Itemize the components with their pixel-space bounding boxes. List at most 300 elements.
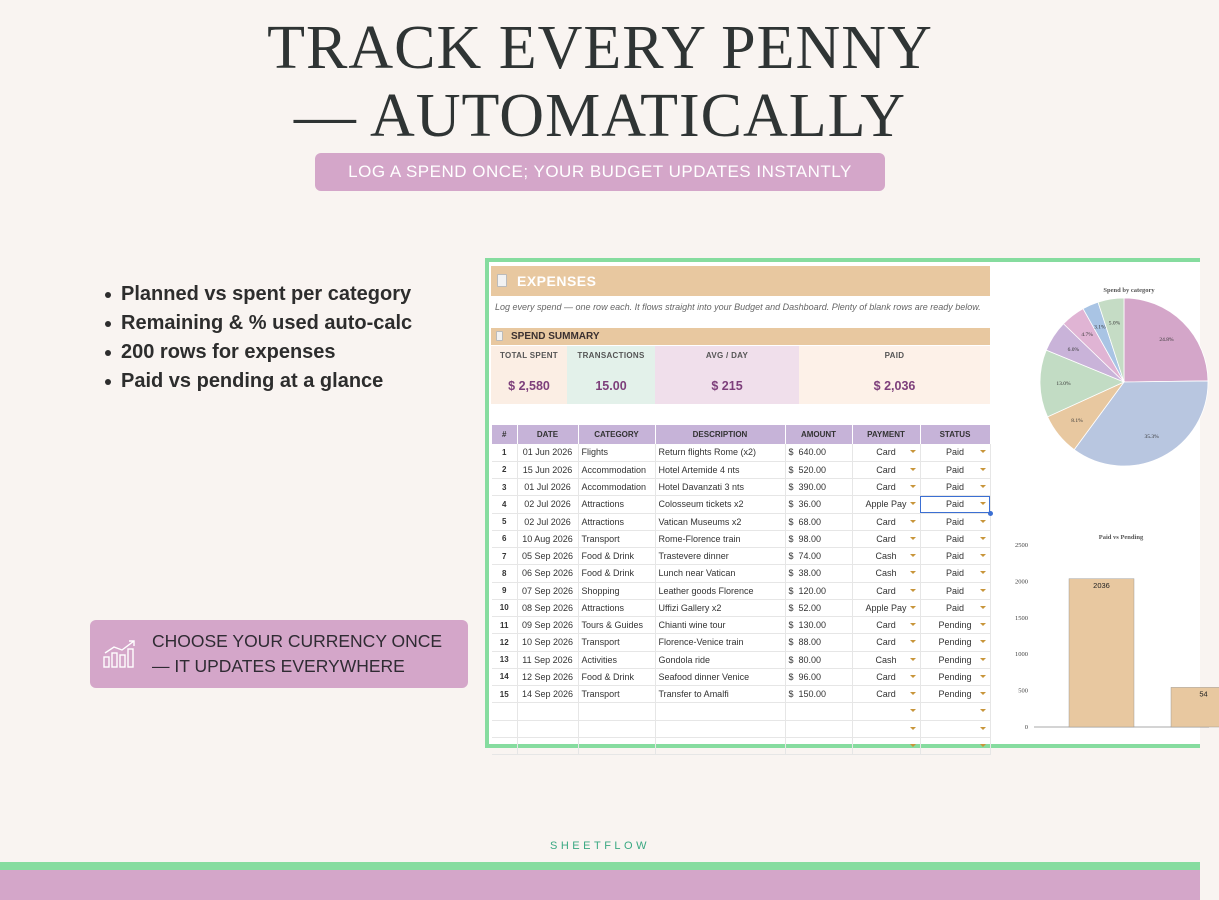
category-cell[interactable] bbox=[578, 686, 655, 703]
status-cell[interactable] bbox=[920, 582, 990, 599]
document-icon bbox=[496, 331, 503, 341]
blank-cell[interactable] bbox=[578, 703, 655, 720]
description-cell[interactable] bbox=[655, 599, 785, 616]
sheet-intro: Log every spend — one row each. It flows straight into your Budget and Dashboard. Plenty of blank rows are ready below. bbox=[495, 302, 981, 312]
blank-cell[interactable] bbox=[655, 703, 785, 720]
category-cell[interactable] bbox=[578, 461, 655, 478]
status-cell[interactable] bbox=[920, 565, 990, 582]
date-cell-text: 06 Sep 2026 bbox=[521, 568, 574, 579]
pie-slice-label: 24.8% bbox=[1159, 336, 1174, 343]
amount-cell[interactable] bbox=[785, 651, 852, 668]
status-cell-text: Paid bbox=[945, 602, 964, 613]
bar-data-label: 54 bbox=[1199, 689, 1208, 699]
dropdown-arrow-icon[interactable] bbox=[980, 606, 986, 609]
table-row[interactable] bbox=[492, 444, 990, 461]
payment-cell[interactable] bbox=[852, 668, 920, 685]
table-body bbox=[492, 444, 990, 755]
amount-value: 520.00 bbox=[798, 464, 827, 475]
dropdown-arrow-icon[interactable] bbox=[980, 675, 986, 678]
blank-cell[interactable] bbox=[492, 720, 517, 737]
amount-cell[interactable] bbox=[785, 617, 852, 634]
date-cell[interactable] bbox=[517, 686, 578, 703]
date-cell[interactable] bbox=[517, 548, 578, 565]
blank-cell[interactable] bbox=[852, 737, 920, 754]
description-cell-text: Leather goods Florence bbox=[658, 585, 754, 596]
pie-slice-label: 8.1% bbox=[1071, 418, 1083, 425]
payment-cell[interactable] bbox=[852, 530, 920, 547]
description-cell[interactable] bbox=[655, 461, 785, 478]
description-cell-text: Uffizi Gallery x2 bbox=[658, 602, 722, 613]
dropdown-arrow-icon[interactable] bbox=[980, 571, 986, 574]
description-cell-text: Hotel Artemide 4 nts bbox=[658, 464, 740, 475]
description-cell[interactable] bbox=[655, 530, 785, 547]
table-row[interactable] bbox=[492, 530, 990, 547]
status-cell[interactable] bbox=[920, 686, 990, 703]
table-row[interactable] bbox=[492, 513, 990, 530]
dropdown-arrow-icon[interactable] bbox=[910, 675, 916, 678]
status-cell-text: Pending bbox=[938, 689, 972, 700]
dropdown-arrow-icon[interactable] bbox=[910, 658, 916, 661]
row-number-text: 12 bbox=[499, 637, 509, 647]
dropdown-arrow-icon[interactable] bbox=[910, 623, 916, 626]
blank-cell[interactable] bbox=[492, 737, 517, 754]
payment-cell[interactable] bbox=[852, 496, 920, 513]
description-cell-text: Vatican Museums x2 bbox=[658, 516, 742, 527]
blank-cell[interactable] bbox=[785, 703, 852, 720]
row-number[interactable] bbox=[492, 686, 517, 703]
dropdown-arrow-icon[interactable] bbox=[910, 450, 916, 453]
date-cell[interactable] bbox=[517, 617, 578, 634]
table-row[interactable] bbox=[492, 461, 990, 478]
currency-symbol: $ bbox=[788, 585, 794, 596]
status-cell-text: Paid bbox=[945, 482, 964, 493]
pie-slice-label: 5.0% bbox=[1108, 320, 1121, 327]
column-header[interactable]: # bbox=[492, 425, 517, 444]
row-number-text: 4 bbox=[502, 499, 507, 509]
currency-symbol: $ bbox=[788, 654, 794, 665]
date-cell[interactable] bbox=[517, 651, 578, 668]
currency-symbol: $ bbox=[788, 568, 794, 579]
dropdown-arrow-icon[interactable] bbox=[910, 537, 916, 540]
row-number[interactable] bbox=[492, 496, 517, 513]
dropdown-arrow-icon[interactable] bbox=[980, 640, 986, 643]
dropdown-arrow-icon[interactable] bbox=[980, 709, 986, 712]
category-cell-text: Attractions bbox=[581, 602, 625, 613]
dropdown-arrow-icon[interactable] bbox=[980, 658, 986, 661]
description-cell-text: Hotel Davanzati 3 nts bbox=[658, 482, 745, 493]
dropdown-arrow-icon[interactable] bbox=[980, 692, 986, 695]
dropdown-arrow-icon[interactable] bbox=[910, 554, 916, 557]
row-number[interactable] bbox=[492, 565, 517, 582]
row-number[interactable] bbox=[492, 479, 517, 496]
amount-cell[interactable] bbox=[785, 548, 852, 565]
category-cell[interactable] bbox=[578, 582, 655, 599]
status-cell-text: Paid bbox=[945, 568, 964, 579]
amount-value: 98.00 bbox=[798, 533, 822, 544]
feature-item: 200 rows for expenses bbox=[105, 338, 412, 367]
description-cell-text: Rome-Florence train bbox=[658, 533, 741, 544]
blank-row[interactable] bbox=[492, 737, 990, 754]
dropdown-arrow-icon[interactable] bbox=[910, 571, 916, 574]
status-cell[interactable] bbox=[920, 668, 990, 685]
column-header[interactable]: CATEGORY bbox=[578, 425, 655, 444]
dropdown-arrow-icon[interactable] bbox=[910, 502, 916, 505]
bar bbox=[1069, 579, 1134, 727]
amount-value: 120.00 bbox=[798, 585, 827, 596]
description-cell[interactable] bbox=[655, 513, 785, 530]
description-cell[interactable] bbox=[655, 479, 785, 496]
currency-symbol: $ bbox=[788, 499, 794, 510]
category-cell[interactable] bbox=[578, 444, 655, 461]
description-cell[interactable] bbox=[655, 548, 785, 565]
status-cell[interactable] bbox=[920, 599, 990, 616]
dropdown-arrow-icon[interactable] bbox=[910, 692, 916, 695]
blank-cell[interactable] bbox=[492, 703, 517, 720]
status-cell-text: Paid bbox=[945, 533, 964, 544]
blank-cell[interactable] bbox=[517, 703, 578, 720]
status-cell[interactable] bbox=[920, 651, 990, 668]
amount-cell[interactable] bbox=[785, 599, 852, 616]
blank-cell[interactable] bbox=[655, 737, 785, 754]
description-cell[interactable] bbox=[655, 582, 785, 599]
row-number-text: 15 bbox=[499, 689, 509, 699]
dropdown-arrow-icon[interactable] bbox=[910, 589, 916, 592]
row-number[interactable] bbox=[492, 617, 517, 634]
description-cell[interactable] bbox=[655, 668, 785, 685]
document-icon bbox=[497, 274, 507, 287]
date-cell-text: 15 Jun 2026 bbox=[522, 464, 573, 475]
description-cell[interactable] bbox=[655, 634, 785, 651]
table-row[interactable] bbox=[492, 617, 990, 634]
category-cell[interactable] bbox=[578, 599, 655, 616]
date-cell[interactable] bbox=[517, 496, 578, 513]
bar bbox=[1171, 687, 1219, 727]
status-cell-text: Paid bbox=[945, 499, 964, 510]
description-cell-text: Transfer to Amalfi bbox=[658, 689, 729, 700]
status-cell[interactable] bbox=[920, 530, 990, 547]
amount-value: 150.00 bbox=[798, 689, 827, 700]
row-number[interactable] bbox=[492, 530, 517, 547]
summary-value: 15.00 bbox=[595, 379, 627, 393]
amount-cell[interactable] bbox=[785, 582, 852, 599]
dropdown-arrow-icon[interactable] bbox=[980, 468, 986, 471]
dropdown-arrow-icon[interactable] bbox=[980, 589, 986, 592]
amount-value: 80.00 bbox=[798, 654, 822, 665]
dropdown-arrow-icon[interactable] bbox=[910, 606, 916, 609]
dropdown-arrow-icon[interactable] bbox=[910, 520, 916, 523]
blank-cell[interactable] bbox=[785, 737, 852, 754]
amount-cell[interactable] bbox=[785, 513, 852, 530]
currency-symbol: $ bbox=[788, 689, 794, 700]
payment-cell-text: Card bbox=[876, 533, 896, 544]
date-cell-text: 09 Sep 2026 bbox=[521, 620, 574, 631]
dropdown-arrow-icon[interactable] bbox=[910, 744, 916, 747]
row-number[interactable] bbox=[492, 599, 517, 616]
status-cell-text: Paid bbox=[945, 464, 964, 475]
date-cell[interactable] bbox=[517, 599, 578, 616]
spreadsheet-preview bbox=[485, 258, 1208, 748]
payment-cell[interactable] bbox=[852, 513, 920, 530]
currency-card-text: CHOOSE YOUR CURRENCY ONCE — IT UPDATES EVERYWHERE bbox=[152, 631, 443, 676]
category-cell[interactable] bbox=[578, 651, 655, 668]
dropdown-arrow-icon[interactable] bbox=[980, 554, 986, 557]
date-cell[interactable] bbox=[517, 444, 578, 461]
table-row[interactable] bbox=[492, 651, 990, 668]
dropdown-arrow-icon[interactable] bbox=[910, 640, 916, 643]
date-cell-text: 01 Jun 2026 bbox=[522, 447, 573, 458]
summary-label: TOTAL SPENT bbox=[500, 351, 558, 360]
description-cell[interactable] bbox=[655, 617, 785, 634]
payment-cell-text: Apple Pay bbox=[865, 499, 907, 510]
description-cell[interactable] bbox=[655, 496, 785, 513]
payment-cell[interactable] bbox=[852, 582, 920, 599]
dropdown-arrow-icon[interactable] bbox=[980, 485, 986, 488]
table-row[interactable] bbox=[492, 548, 990, 565]
status-cell-text: Pending bbox=[938, 620, 972, 631]
dropdown-arrow-icon[interactable] bbox=[910, 468, 916, 471]
date-cell[interactable] bbox=[517, 461, 578, 478]
blank-row[interactable] bbox=[492, 720, 990, 737]
expenses-header bbox=[491, 266, 990, 296]
dropdown-arrow-icon[interactable] bbox=[980, 727, 986, 730]
row-number-text: 6 bbox=[502, 534, 507, 544]
currency-card bbox=[90, 620, 468, 688]
payment-cell-text: Card bbox=[876, 447, 896, 458]
status-cell[interactable] bbox=[920, 617, 990, 634]
column-header[interactable]: AMOUNT bbox=[785, 425, 852, 444]
summary-value: $ 215 bbox=[711, 379, 743, 393]
category-cell-text: Flights bbox=[581, 447, 609, 458]
amount-value: 88.00 bbox=[798, 637, 822, 648]
category-cell[interactable] bbox=[578, 668, 655, 685]
table-row[interactable] bbox=[492, 599, 990, 616]
row-number[interactable] bbox=[492, 582, 517, 599]
category-cell-text: Food & Drink bbox=[581, 551, 635, 562]
blank-cell[interactable] bbox=[578, 720, 655, 737]
y-tick-label: 0 bbox=[1024, 724, 1028, 731]
category-cell[interactable] bbox=[578, 513, 655, 530]
pie-slice-label: 6.0% bbox=[1067, 346, 1080, 353]
date-cell[interactable] bbox=[517, 479, 578, 496]
date-cell[interactable] bbox=[517, 582, 578, 599]
status-cell-text: Paid bbox=[945, 551, 964, 562]
description-cell[interactable] bbox=[655, 444, 785, 461]
date-cell-text: 10 Sep 2026 bbox=[521, 637, 574, 648]
row-number[interactable] bbox=[492, 513, 517, 530]
row-number[interactable] bbox=[492, 548, 517, 565]
payment-cell-text: Card bbox=[876, 585, 896, 596]
status-cell[interactable] bbox=[920, 461, 990, 478]
subtitle-banner: LOG A SPEND ONCE; YOUR BUDGET UPDATES INSTANTLY bbox=[315, 153, 885, 191]
row-number-text: 7 bbox=[502, 551, 507, 561]
amount-value: 68.00 bbox=[798, 516, 822, 527]
dropdown-arrow-icon[interactable] bbox=[910, 727, 916, 730]
table-row[interactable] bbox=[492, 479, 990, 496]
amount-value: 74.00 bbox=[798, 551, 822, 562]
category-cell-text: Attractions bbox=[581, 516, 625, 527]
amount-cell[interactable] bbox=[785, 565, 852, 582]
summary-label: PAID bbox=[884, 351, 905, 360]
table-row[interactable] bbox=[492, 496, 990, 513]
row-number-text: 1 bbox=[502, 447, 507, 457]
y-tick-label: 1000 bbox=[1015, 651, 1028, 659]
summary-avg-day bbox=[655, 346, 799, 404]
column-header[interactable]: PAYMENT bbox=[852, 425, 920, 444]
category-cell-text: Shopping bbox=[581, 585, 620, 596]
dropdown-arrow-icon[interactable] bbox=[910, 709, 916, 712]
amount-cell[interactable] bbox=[785, 444, 852, 461]
amount-cell[interactable] bbox=[785, 479, 852, 496]
summary-value: $ 2,036 bbox=[873, 379, 916, 393]
amount-cell[interactable] bbox=[785, 461, 852, 478]
currency-symbol: $ bbox=[788, 671, 794, 682]
category-cell[interactable] bbox=[578, 548, 655, 565]
status-cell-text: Paid bbox=[945, 585, 964, 596]
amount-value: 130.00 bbox=[798, 620, 827, 631]
description-cell-text: Gondola ride bbox=[658, 654, 711, 665]
payment-cell[interactable] bbox=[852, 548, 920, 565]
payment-cell[interactable] bbox=[852, 565, 920, 582]
date-cell[interactable] bbox=[517, 565, 578, 582]
blank-cell[interactable] bbox=[852, 703, 920, 720]
date-cell[interactable] bbox=[517, 634, 578, 651]
category-cell-text: Activities bbox=[581, 654, 618, 665]
date-cell-text: 10 Aug 2026 bbox=[522, 533, 573, 544]
category-cell[interactable] bbox=[578, 496, 655, 513]
blank-cell[interactable] bbox=[920, 720, 990, 737]
currency-symbol: $ bbox=[788, 464, 794, 475]
category-cell-text: Accommodation bbox=[581, 482, 647, 493]
row-number[interactable] bbox=[492, 668, 517, 685]
description-cell[interactable] bbox=[655, 565, 785, 582]
dropdown-arrow-icon[interactable] bbox=[980, 450, 986, 453]
blank-cell[interactable] bbox=[578, 737, 655, 754]
blank-cell[interactable] bbox=[517, 720, 578, 737]
dropdown-arrow-icon[interactable] bbox=[980, 537, 986, 540]
payment-cell-text: Card bbox=[876, 620, 896, 631]
row-number[interactable] bbox=[492, 444, 517, 461]
column-header[interactable]: STATUS bbox=[920, 425, 990, 444]
table-row[interactable] bbox=[492, 668, 990, 685]
row-number-text: 9 bbox=[502, 586, 507, 596]
table-row[interactable] bbox=[492, 634, 990, 651]
status-cell[interactable] bbox=[920, 496, 990, 513]
row-number-text: 5 bbox=[502, 517, 507, 527]
row-number-text: 13 bbox=[499, 655, 509, 665]
currency-symbol: $ bbox=[788, 637, 794, 648]
summary-value: $ 2,580 bbox=[508, 379, 550, 393]
blank-cell[interactable] bbox=[852, 720, 920, 737]
date-cell[interactable] bbox=[517, 513, 578, 530]
pie-slice-label: 4.7% bbox=[1081, 332, 1093, 339]
date-cell-text: 01 Jul 2026 bbox=[524, 482, 571, 493]
payment-cell-text: Card bbox=[876, 637, 896, 648]
description-cell-text: Lunch near Vatican bbox=[658, 568, 736, 579]
blank-cell[interactable] bbox=[920, 703, 990, 720]
table-header-row bbox=[492, 425, 990, 444]
payment-cell[interactable] bbox=[852, 599, 920, 616]
row-number[interactable] bbox=[492, 461, 517, 478]
dropdown-arrow-icon[interactable] bbox=[980, 520, 986, 523]
footer-band bbox=[0, 870, 1200, 900]
payment-cell[interactable] bbox=[852, 617, 920, 634]
status-cell[interactable] bbox=[920, 548, 990, 565]
category-cell[interactable] bbox=[578, 617, 655, 634]
amount-cell[interactable] bbox=[785, 496, 852, 513]
date-cell-text: 02 Jul 2026 bbox=[524, 516, 571, 527]
payment-cell[interactable] bbox=[852, 461, 920, 478]
category-cell[interactable] bbox=[578, 479, 655, 496]
date-cell-text: 02 Jul 2026 bbox=[524, 499, 571, 510]
dropdown-arrow-icon[interactable] bbox=[980, 623, 986, 626]
payment-cell[interactable] bbox=[852, 479, 920, 496]
column-header[interactable]: DESCRIPTION bbox=[655, 425, 785, 444]
dropdown-arrow-icon[interactable] bbox=[980, 502, 986, 505]
description-cell-text: Seafood dinner Venice bbox=[658, 671, 750, 682]
table-row[interactable] bbox=[492, 686, 990, 703]
table-row[interactable] bbox=[492, 565, 990, 582]
payment-cell[interactable] bbox=[852, 686, 920, 703]
row-number-text: 10 bbox=[499, 603, 509, 613]
description-cell[interactable] bbox=[655, 651, 785, 668]
bar-data-label: 2036 bbox=[1093, 580, 1110, 590]
row-number[interactable] bbox=[492, 634, 517, 651]
dropdown-arrow-icon[interactable] bbox=[910, 485, 916, 488]
table-row[interactable] bbox=[492, 582, 990, 599]
blank-row[interactable] bbox=[492, 703, 990, 720]
description-cell-text: Colosseum tickets x2 bbox=[658, 499, 744, 510]
pie-slice-label: 3.1% bbox=[1094, 324, 1106, 331]
payment-cell[interactable] bbox=[852, 444, 920, 461]
blank-cell[interactable] bbox=[785, 720, 852, 737]
y-tick-label: 500 bbox=[1018, 687, 1028, 695]
status-cell[interactable] bbox=[920, 479, 990, 496]
row-number[interactable] bbox=[492, 651, 517, 668]
payment-cell-text: Cash bbox=[875, 551, 897, 562]
status-cell[interactable] bbox=[920, 444, 990, 461]
amount-value: 38.00 bbox=[798, 568, 822, 579]
amount-cell[interactable] bbox=[785, 530, 852, 547]
category-cell[interactable] bbox=[578, 530, 655, 547]
date-cell[interactable] bbox=[517, 530, 578, 547]
amount-cell[interactable] bbox=[785, 634, 852, 651]
column-header[interactable]: DATE bbox=[517, 425, 578, 444]
row-number-text: 14 bbox=[499, 672, 509, 682]
description-cell[interactable] bbox=[655, 686, 785, 703]
blank-cell[interactable] bbox=[517, 737, 578, 754]
payment-cell-text: Card bbox=[876, 689, 896, 700]
payment-cell-text: Card bbox=[876, 464, 896, 475]
description-cell-text: Chianti wine tour bbox=[658, 620, 726, 631]
currency-symbol: $ bbox=[788, 482, 794, 493]
dropdown-arrow-icon[interactable] bbox=[980, 744, 986, 747]
brand-name: SHEETFLOW bbox=[550, 840, 650, 852]
blank-cell[interactable] bbox=[920, 737, 990, 754]
status-cell[interactable] bbox=[920, 634, 990, 651]
category-cell[interactable] bbox=[578, 565, 655, 582]
blank-cell[interactable] bbox=[655, 720, 785, 737]
status-cell[interactable] bbox=[920, 513, 990, 530]
date-cell[interactable] bbox=[517, 668, 578, 685]
amount-cell[interactable] bbox=[785, 686, 852, 703]
payment-cell-text: Apple Pay bbox=[865, 602, 907, 613]
amount-cell[interactable] bbox=[785, 668, 852, 685]
payment-cell[interactable] bbox=[852, 651, 920, 668]
hero-title-line2: — AUTOMATICALLY bbox=[293, 82, 907, 150]
category-cell[interactable] bbox=[578, 634, 655, 651]
status-cell-text: Pending bbox=[938, 671, 972, 682]
payment-cell[interactable] bbox=[852, 634, 920, 651]
